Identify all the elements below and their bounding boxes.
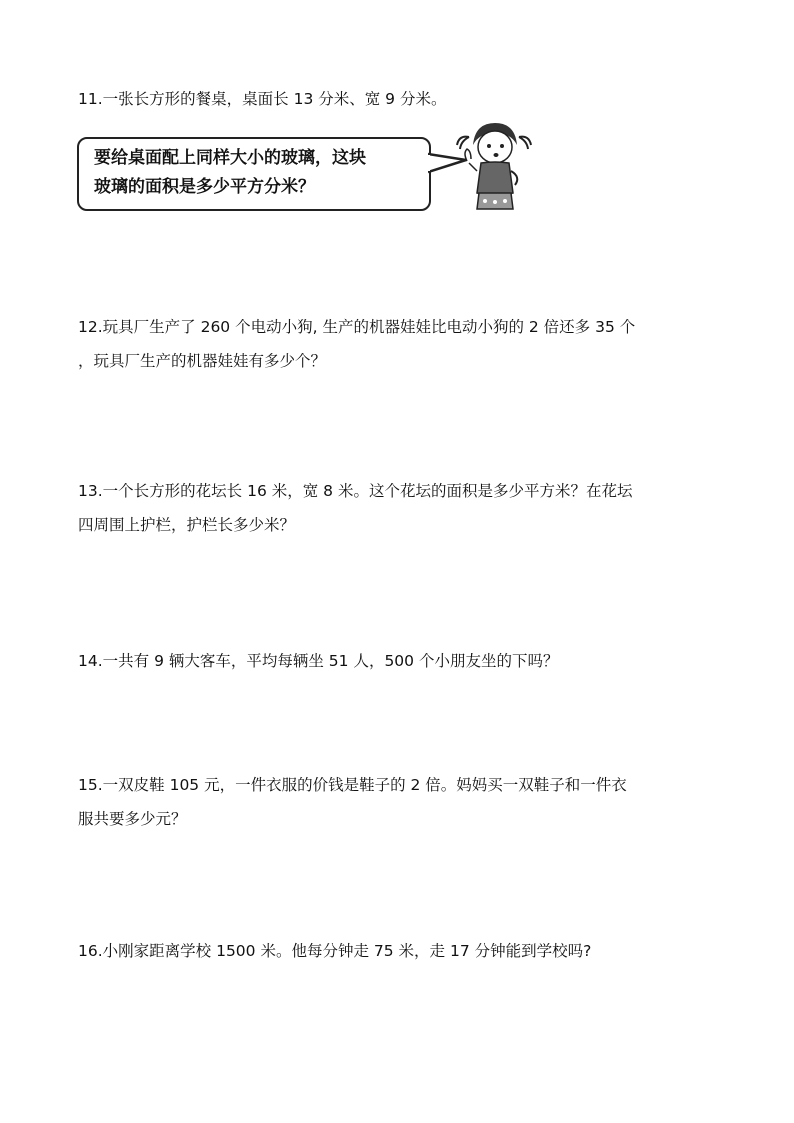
- question-12: 12.玩具厂生产了 260 个电动小狗, 生产的机器娃娃比电动小狗的 2 倍还多 35 个 ，玩具厂生产的机器娃娃有多少个？: [78, 318, 636, 370]
- speech-bubble-text: 要给桌面配上同样大小的玻璃，这块 玻璃的面积是多少平方分米？: [94, 148, 366, 197]
- question-16: 16.小刚家距离学校 1500 米。他每分钟走 75 米，走 17 分钟能到学校吗?: [78, 942, 592, 960]
- question-11: 11.一张长方形的餐桌，桌面长 13 分米、宽 9 分米。: [78, 90, 447, 108]
- question-13: 13.一个长方形的花坛长 16 米，宽 8 米。这个花坛的面积是多少平方米？在花坛 四周围上护栏，护栏长多少米？: [78, 482, 633, 534]
- question-15: 15.一双皮鞋 105 元，一件衣服的价钱是鞋子的 2 倍。妈妈买一双鞋子和一件衣 服共要多少元？: [78, 776, 627, 828]
- question-14: 14.一共有 9 辆大客车，平均每辆坐 51 人，500 个小朋友坐的下吗？: [78, 652, 559, 670]
- girl-character-icon: [455, 115, 535, 215]
